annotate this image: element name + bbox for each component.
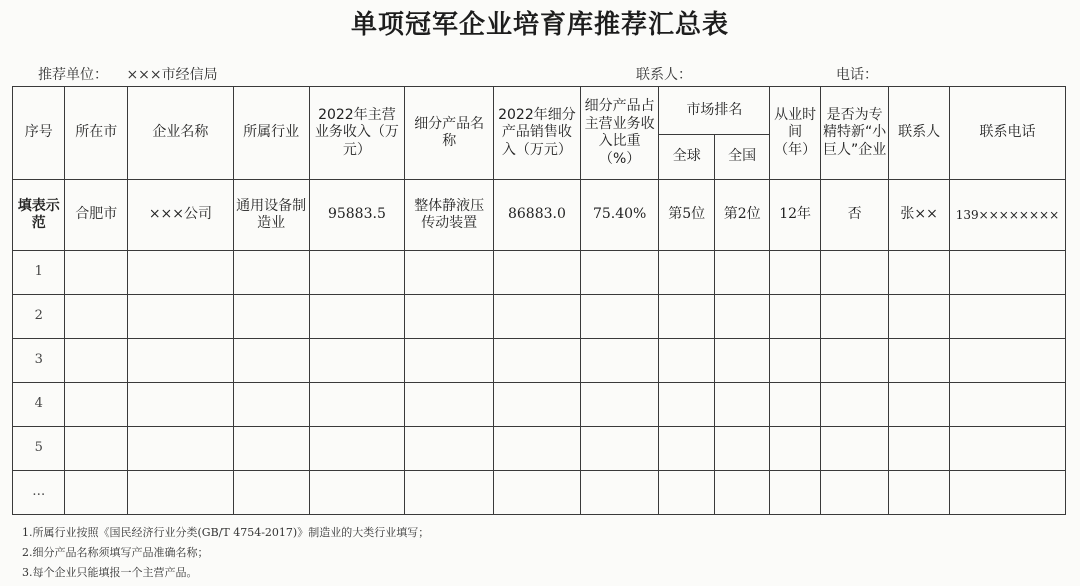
empty-cell: [820, 251, 889, 295]
empty-cell: [233, 295, 309, 339]
empty-cell: [494, 339, 581, 383]
empty-cell: [714, 339, 769, 383]
row-number: 4: [13, 383, 65, 427]
empty-cell: [65, 295, 128, 339]
example-giant: 否: [820, 180, 889, 251]
empty-cell: [714, 471, 769, 515]
empty-cell: [820, 471, 889, 515]
empty-cell: [949, 471, 1065, 515]
example-product-revenue: 86883.0: [494, 180, 581, 251]
table-row: [13, 383, 1066, 427]
empty-cell: [659, 295, 714, 339]
unit-value: ×××市经信局: [126, 67, 218, 83]
example-company: ×××公司: [127, 180, 233, 251]
empty-cell: [405, 339, 494, 383]
recommending-unit: [38, 64, 218, 84]
empty-cell: [580, 383, 659, 427]
note-1: 1.所属行业按照《国民经济行业分类(GB/T 4754-2017)》制造业的大类行业填写；: [22, 526, 430, 539]
empty-cell: [580, 251, 659, 295]
empty-cell: [233, 251, 309, 295]
header-years: 从业时间（年）: [770, 87, 820, 180]
empty-cell: [65, 427, 128, 471]
header-product-revenue: 2022年细分产品销售收入（万元）: [494, 87, 581, 180]
empty-cell: [127, 383, 233, 427]
header-row: [13, 87, 1066, 135]
row-number: 2: [13, 295, 65, 339]
empty-cell: [65, 339, 128, 383]
example-rank-global: 第5位: [659, 180, 714, 251]
empty-cell: [309, 383, 405, 427]
empty-cell: [127, 427, 233, 471]
empty-cell: [770, 383, 820, 427]
phone-label: 电话：: [836, 67, 878, 83]
empty-cell: [233, 339, 309, 383]
row-number: …: [13, 471, 65, 515]
empty-cell: [714, 251, 769, 295]
header-product: 细分产品名称: [405, 87, 494, 180]
empty-cell: [659, 471, 714, 515]
header-seq: 序号: [13, 87, 65, 180]
row-number: 5: [13, 427, 65, 471]
empty-cell: [889, 471, 950, 515]
empty-cell: [494, 471, 581, 515]
empty-cell: [770, 339, 820, 383]
row-number: 1: [13, 251, 65, 295]
example-city: 合肥市: [65, 180, 128, 251]
empty-cell: [770, 251, 820, 295]
header-rank-national: 全国: [714, 135, 769, 180]
table-row: [13, 339, 1066, 383]
note-2: 2.细分产品名称须填写产品准确名称；: [22, 546, 209, 559]
empty-cell: [233, 427, 309, 471]
header-industry: 所属行业: [233, 87, 309, 180]
empty-cell: [494, 427, 581, 471]
header-share: 细分产品占主营业务收入比重（%）: [580, 87, 659, 180]
empty-cell: [405, 383, 494, 427]
empty-cell: [405, 251, 494, 295]
header-city: 所在市: [65, 87, 128, 180]
empty-cell: [233, 383, 309, 427]
example-years: 12年: [770, 180, 820, 251]
header-company: 企业名称: [127, 87, 233, 180]
example-contact: 张××: [889, 180, 950, 251]
empty-cell: [494, 251, 581, 295]
empty-cell: [889, 427, 950, 471]
blank-rows: [13, 251, 1066, 515]
empty-cell: [949, 251, 1065, 295]
empty-cell: [659, 251, 714, 295]
example-share: 75.40%: [580, 180, 659, 251]
example-product: 整体静液压传动装置: [405, 180, 494, 251]
empty-cell: [309, 471, 405, 515]
empty-cell: [889, 251, 950, 295]
empty-cell: [714, 427, 769, 471]
empty-cell: [770, 427, 820, 471]
empty-cell: [889, 339, 950, 383]
empty-cell: [309, 339, 405, 383]
empty-cell: [494, 383, 581, 427]
empty-cell: [949, 295, 1065, 339]
empty-cell: [127, 339, 233, 383]
table-row: [13, 295, 1066, 339]
example-phone: 139××××××××: [949, 180, 1065, 251]
empty-cell: [405, 427, 494, 471]
empty-cell: [714, 383, 769, 427]
empty-cell: [889, 295, 950, 339]
table-row: [13, 251, 1066, 295]
unit-label: 推荐单位：: [38, 67, 108, 83]
contact-label: 联系人：: [636, 67, 692, 83]
empty-cell: [580, 471, 659, 515]
empty-cell: [820, 339, 889, 383]
row-number: 3: [13, 339, 65, 383]
empty-cell: [127, 471, 233, 515]
table-row: [13, 427, 1066, 471]
empty-cell: [770, 471, 820, 515]
empty-cell: [127, 251, 233, 295]
empty-cell: [820, 427, 889, 471]
summary-table: [12, 86, 1066, 515]
empty-cell: [889, 383, 950, 427]
empty-cell: [820, 295, 889, 339]
header-rank: 市场排名: [659, 87, 770, 135]
example-seq: 填表示范: [13, 180, 65, 251]
example-row: [13, 180, 1066, 251]
empty-cell: [659, 383, 714, 427]
example-revenue: 95883.5: [309, 180, 405, 251]
header-rank-global: 全球: [659, 135, 714, 180]
empty-cell: [233, 471, 309, 515]
empty-cell: [580, 427, 659, 471]
empty-cell: [714, 295, 769, 339]
empty-cell: [65, 251, 128, 295]
example-rank-national: 第2位: [714, 180, 769, 251]
table-row: [13, 471, 1066, 515]
empty-cell: [65, 471, 128, 515]
empty-cell: [949, 383, 1065, 427]
empty-cell: [309, 251, 405, 295]
example-industry: 通用设备制造业: [233, 180, 309, 251]
empty-cell: [949, 339, 1065, 383]
empty-cell: [580, 295, 659, 339]
header-contact: 联系人: [889, 87, 950, 180]
note-3: 3.每个企业只能填报一个主营产品。: [22, 566, 198, 579]
empty-cell: [820, 383, 889, 427]
empty-cell: [127, 295, 233, 339]
header-revenue: 2022年主营业务收入（万元）: [309, 87, 405, 180]
empty-cell: [659, 339, 714, 383]
empty-cell: [949, 427, 1065, 471]
empty-cell: [309, 295, 405, 339]
empty-cell: [309, 427, 405, 471]
empty-cell: [770, 295, 820, 339]
header-giant: 是否为专精特新“小巨人”企业: [820, 87, 889, 180]
empty-cell: [494, 295, 581, 339]
empty-cell: [659, 427, 714, 471]
page-title: 单项冠军企业培育库推荐汇总表: [350, 10, 729, 40]
empty-cell: [65, 383, 128, 427]
empty-cell: [405, 471, 494, 515]
notes: [22, 523, 429, 583]
empty-cell: [580, 339, 659, 383]
header-phone: 联系电话: [949, 87, 1065, 180]
empty-cell: [405, 295, 494, 339]
